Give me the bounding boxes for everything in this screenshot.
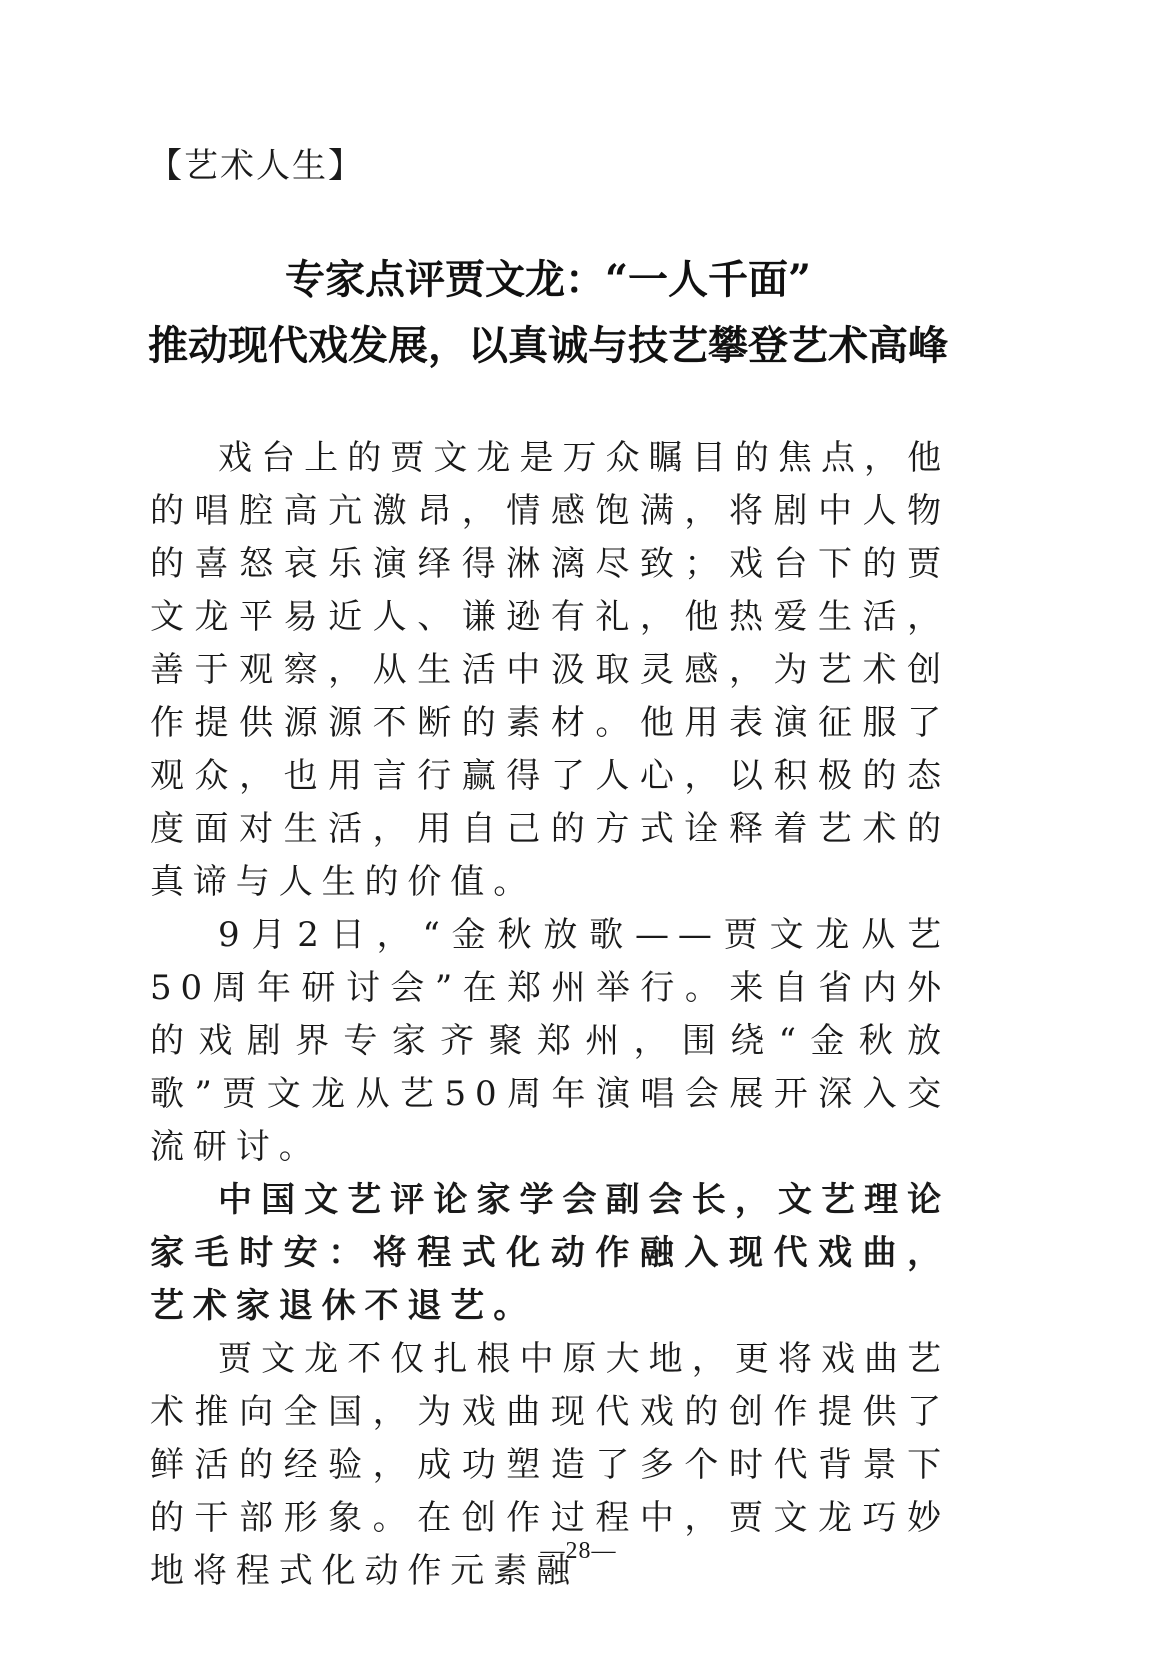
paragraph-subheading-expert: 中国文艺评论家学会副会长，文艺理论家毛时安：将程式化动作融入现代戏曲，艺术家退休不退艺。 <box>150 1180 950 1326</box>
paragraph-expert-comment: 贾文龙不仅扎根中原大地，更将戏曲艺术推向全国，为戏曲现代戏的创作提供了鲜活的经验，成功塑造了多个时代背景下的干部形象。在创作过程中，贾文龙巧妙地将程式化动作元素融 <box>150 1339 950 1591</box>
article-body <box>150 432 950 1598</box>
page-number: —28— <box>540 1538 617 1564</box>
section-tag: 【艺术人生】 <box>148 146 364 186</box>
paragraph-event: 9月2日，“金秋放歌——贾文龙从艺50周年研讨会”在郑州举行。来自省内外的戏剧界专家齐聚郑州，围绕“金秋放歌”贾文龙从艺50周年演唱会展开深入交流研讨。 <box>150 915 950 1167</box>
paragraph-intro: 戏台上的贾文龙是万众瞩目的焦点，他的唱腔高亢激昂，情感饱满，将剧中人物的喜怒哀乐演绎得淋漓尽致；戏台下的贾文龙平易近人、谦逊有礼，他热爱生活，善于观察，从生活中汲取灵感，为艺术创作提供源源不断的素材。他用表演征服了观众，也用言行赢得了人心，以积极的态度面对生活，用自己的方式诠释着艺术的真谛与人生的价值。 <box>150 438 950 902</box>
article-title-line-2: 推动现代戏发展，以真诚与技艺攀登艺术高峰 <box>148 322 948 369</box>
article-title-line-1: 专家点评贾文龙：“一人千面” <box>284 256 811 303</box>
